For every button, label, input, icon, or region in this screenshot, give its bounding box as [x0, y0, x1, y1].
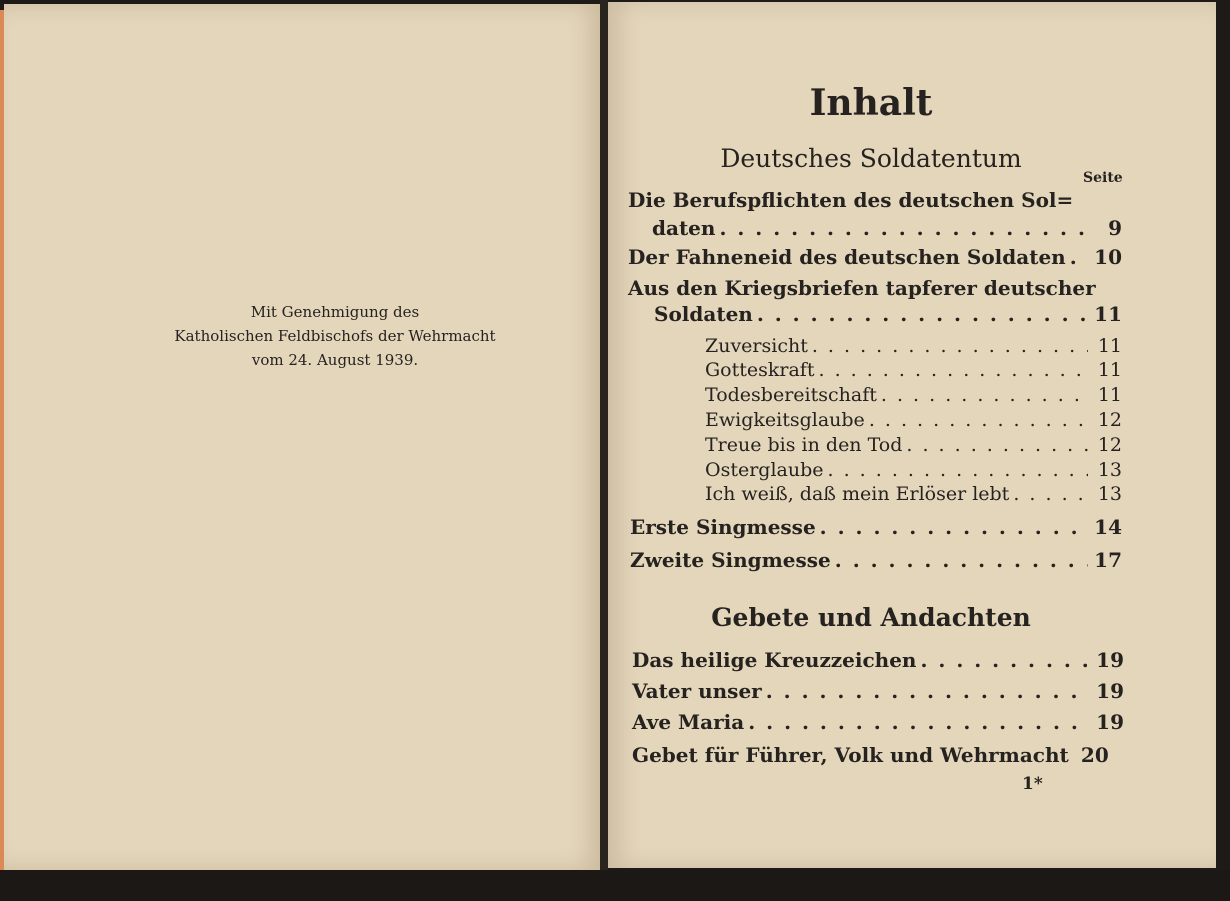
toc-entry-label: Aus den Kriegsbriefen tapferer deutscher	[628, 276, 1096, 300]
leader-dots	[818, 359, 1088, 381]
toc-subentry-label: Osterglaube	[705, 459, 824, 481]
page-column-label: Seite	[1083, 170, 1123, 186]
toc-subentry	[705, 409, 1122, 431]
toc-page-number: 19	[1096, 710, 1124, 734]
toc-page-number: 13	[1097, 459, 1122, 481]
leader-dots	[820, 515, 1088, 539]
toc-page-number: 13	[1097, 483, 1122, 505]
toc-entry	[628, 245, 1122, 269]
toc-entry-label-cont: daten	[652, 216, 716, 240]
leader-dots	[757, 302, 1088, 326]
approval-note	[150, 300, 520, 372]
toc-entry-label: Ave Maria	[632, 710, 745, 734]
toc-page-number: 11	[1097, 335, 1122, 357]
toc-page-number: 9	[1108, 216, 1122, 240]
approval-line: Mit Genehmigung des	[250, 303, 420, 321]
toc-subentry-label: Zuversicht	[705, 335, 808, 357]
leader-dots	[719, 216, 1088, 240]
toc-page-number: 11	[1094, 302, 1122, 326]
toc-entry-label: Das heilige Kreuzzeichen	[632, 648, 917, 672]
toc-subentry-label: Ewigkeitsglaube	[705, 409, 865, 431]
toc-page-number: 19	[1096, 648, 1124, 672]
toc-page-number: 11	[1097, 359, 1122, 381]
toc-page-number: 14	[1094, 515, 1122, 539]
toc-entry-label-cont: Soldaten	[654, 302, 753, 326]
leader-dots	[1070, 245, 1088, 269]
toc-entry-label: Zweite Singmesse	[630, 548, 831, 572]
toc-page-number: 20	[1080, 743, 1109, 767]
toc-entry-label: Erste Singmesse	[630, 515, 816, 539]
book-gutter	[600, 0, 608, 875]
leader-dots	[1013, 483, 1088, 505]
toc-page-number: 19	[1096, 679, 1124, 703]
toc-page-number: 12	[1097, 409, 1122, 431]
toc-entry-label: Der Fahneneid des deutschen Soldaten	[628, 245, 1066, 269]
toc-entry-label: Gebet für Führer, Volk und Wehrmacht	[632, 743, 1069, 767]
toc-entry	[632, 679, 1124, 703]
toc-subentry-label: Treue bis in den Tod	[705, 434, 903, 456]
toc-subentry	[705, 434, 1122, 456]
leader-dots	[812, 335, 1088, 357]
toc-subentry	[705, 384, 1122, 406]
leader-dots	[835, 548, 1088, 572]
leader-dots	[881, 384, 1088, 406]
section-heading: Deutsches Soldatentum	[720, 144, 1022, 173]
toc-page-number: 10	[1094, 245, 1122, 269]
leader-dots	[906, 434, 1088, 456]
leader-dots	[766, 679, 1090, 703]
toc-entry-label: Vater unser	[632, 679, 762, 703]
toc-subentry	[705, 335, 1122, 357]
section-heading: Gebete und Andachten	[711, 603, 1031, 632]
toc-entry	[630, 515, 1122, 539]
toc-subentry	[705, 459, 1122, 481]
toc-subentry-label: Gotteskraft	[705, 359, 815, 381]
leader-dots	[748, 710, 1090, 734]
background-strip	[0, 870, 1230, 901]
leader-dots	[828, 459, 1089, 481]
toc-entry	[630, 548, 1122, 572]
toc-entry-label: Die Berufspflichten des deutschen Sol=	[628, 188, 1074, 212]
toc-title: Inhalt	[809, 82, 933, 124]
toc-entry	[632, 710, 1124, 734]
toc-entry	[632, 743, 1126, 767]
toc-entry	[652, 216, 1122, 240]
approval-line: vom 24. August 1939.	[251, 351, 419, 369]
leader-dots	[869, 409, 1088, 431]
toc-entry	[654, 302, 1122, 326]
leader-dots	[920, 648, 1090, 672]
toc-subentry	[705, 483, 1122, 505]
toc-entry	[632, 648, 1124, 672]
toc-page-number: 12	[1097, 434, 1122, 456]
approval-line: Katholischen Feldbischofs der Wehrmacht	[174, 327, 496, 345]
toc-page-number: 17	[1094, 548, 1122, 572]
toc-page-number: 11	[1097, 384, 1122, 406]
signature-mark: 1*	[1022, 774, 1043, 794]
left-page	[4, 4, 604, 870]
toc-subentry-label: Ich weiß, daß mein Erlöser lebt	[705, 483, 1010, 505]
toc-subentry	[705, 359, 1122, 381]
toc-subentry-label: Todesbereitschaft	[705, 384, 877, 406]
